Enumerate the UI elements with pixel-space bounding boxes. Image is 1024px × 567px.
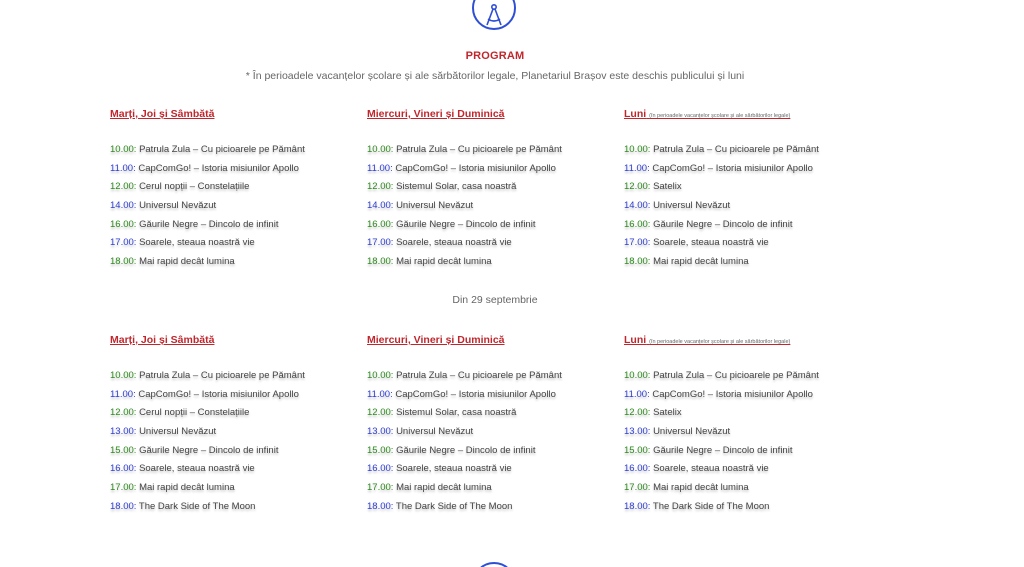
schedule-row — [624, 256, 874, 275]
schedule-row — [624, 237, 874, 256]
schedule-row — [367, 200, 617, 219]
schedule-row — [624, 370, 874, 389]
show-time: 18.00: — [367, 256, 394, 268]
schedule-row — [110, 426, 360, 445]
show-time: 11.00: — [110, 388, 136, 400]
schedule-list — [367, 370, 617, 520]
show-time: 17.00: — [367, 237, 394, 249]
show-title: Satelix — [653, 407, 682, 419]
show-title: CapComGo! – Istoria misiunilor Apollo — [395, 388, 556, 400]
column-heading — [624, 334, 874, 348]
show-time: 11.00: — [624, 162, 650, 174]
column-heading-main: Luni — [624, 108, 647, 120]
schedule-row — [624, 482, 874, 501]
show-title: The Dark Side of The Moon — [395, 500, 513, 512]
schedule-row — [367, 463, 617, 482]
show-title: Mai rapid decât lumina — [396, 256, 492, 268]
show-title: Soarele, steaua noastră vie — [139, 237, 255, 249]
schedule-row — [367, 219, 617, 238]
show-title: Patrula Zula – Cu picioarele pe Pământ — [653, 370, 819, 381]
schedule-row — [367, 237, 617, 256]
show-title: Universul Nevăzut — [396, 426, 474, 438]
schedule-row — [367, 181, 617, 200]
schedule-row — [367, 389, 617, 408]
schedule2-col3 — [624, 334, 874, 520]
show-title: The Dark Side of The Moon — [652, 500, 770, 512]
schedule-row — [624, 426, 874, 445]
page-title: PROGRAM — [465, 50, 525, 62]
schedule-row — [367, 407, 617, 426]
schedule-row — [367, 163, 617, 182]
schedule-list — [110, 144, 360, 275]
show-title: Mai rapid decât lumina — [653, 482, 749, 494]
schedule-list — [624, 144, 874, 275]
column-heading: Miercuri, Vineri și Duminică — [367, 334, 505, 346]
schedule-row — [110, 256, 360, 275]
show-title: CapComGo! – Istoria misiunilor Apollo — [652, 388, 813, 400]
show-title: Mai rapid decât lumina — [139, 482, 235, 494]
column-subheading: (în perioadele vacanțelor școlare și ale sărbătorilor legale) — [649, 339, 791, 345]
show-time: 18.00: — [110, 500, 137, 512]
compass-icon — [472, 0, 516, 30]
schedule-separator: Din 29 septembrie — [452, 294, 538, 306]
show-title: Soarele, steaua noastră vie — [396, 463, 512, 475]
show-time: 12.00: — [367, 181, 394, 193]
schedule-list — [624, 370, 874, 520]
schedule-row — [367, 256, 617, 275]
show-title: Găurile Negre – Dincolo de infinit — [139, 218, 279, 230]
show-title: Universul Nevăzut — [139, 426, 217, 438]
schedule-row — [624, 501, 874, 520]
show-time: 11.00: — [367, 388, 393, 400]
show-title: Găurile Negre – Dincolo de infinit — [139, 444, 279, 456]
schedule-row — [110, 445, 360, 464]
show-title: Găurile Negre – Dincolo de infinit — [653, 444, 793, 456]
show-time: 10.00: — [367, 370, 394, 381]
show-title: Universul Nevăzut — [139, 200, 217, 212]
show-time: 17.00: — [624, 237, 651, 249]
schedule-row — [110, 407, 360, 426]
schedule-row — [110, 370, 360, 389]
schedule-row — [624, 200, 874, 219]
show-time: 16.00: — [624, 218, 651, 230]
show-time: 10.00: — [110, 144, 137, 155]
show-time: 12.00: — [367, 407, 394, 419]
schedule-row — [624, 463, 874, 482]
schedule-row — [110, 144, 360, 163]
show-time: 10.00: — [110, 370, 137, 381]
show-time: 16.00: — [624, 463, 651, 475]
show-title: Patrula Zula – Cu picioarele pe Pământ — [396, 144, 562, 155]
show-title: Mai rapid decât lumina — [396, 482, 492, 494]
show-title: Patrula Zula – Cu picioarele pe Pământ — [139, 144, 305, 155]
show-title: Universul Nevăzut — [396, 200, 474, 212]
show-time: 11.00: — [367, 162, 393, 174]
schedule-row — [110, 200, 360, 219]
show-time: 17.00: — [110, 237, 137, 249]
show-time: 15.00: — [110, 444, 137, 456]
show-time: 17.00: — [367, 482, 394, 494]
column-heading: Miercuri, Vineri și Duminică — [367, 108, 505, 120]
show-title: CapComGo! – Istoria misiunilor Apollo — [138, 388, 299, 400]
show-title: Patrula Zula – Cu picioarele pe Pământ — [139, 370, 305, 381]
column-subheading: (în perioadele vacanțelor școlare și ale sărbătorilor legale) — [649, 113, 791, 119]
show-time: 13.00: — [367, 426, 394, 438]
schedule-row — [624, 163, 874, 182]
schedule2-col2 — [367, 334, 617, 520]
show-title: Patrula Zula – Cu picioarele pe Pământ — [653, 144, 819, 155]
show-time: 10.00: — [367, 144, 394, 155]
show-time: 16.00: — [110, 218, 137, 230]
column-heading: Marți, Joi și Sâmbătă — [110, 108, 215, 120]
column-heading-main: Luni — [624, 334, 647, 346]
show-title: Satelix — [653, 181, 682, 193]
column-heading — [624, 108, 874, 122]
section-icon — [472, 562, 516, 567]
schedule-row — [624, 181, 874, 200]
show-time: 13.00: — [624, 426, 651, 438]
show-time: 10.00: — [624, 144, 651, 155]
schedule-row — [110, 501, 360, 520]
program-note: * În perioadele vacanțelor școlare și ale sărbătorilor legale, Planetariul Brașov este deschis publicului și luni — [245, 70, 745, 82]
schedule-row — [110, 389, 360, 408]
show-time: 18.00: — [624, 256, 651, 268]
schedule-row — [110, 463, 360, 482]
column-heading: Marți, Joi și Sâmbătă — [110, 334, 215, 346]
show-title: Cerul nopții – Constelațiile — [139, 407, 250, 419]
show-title: Soarele, steaua noastră vie — [139, 463, 255, 475]
show-title: CapComGo! – Istoria misiunilor Apollo — [395, 162, 556, 174]
show-time: 18.00: — [624, 500, 651, 512]
show-title: Găurile Negre – Dincolo de infinit — [396, 218, 536, 230]
show-title: Soarele, steaua noastră vie — [653, 237, 769, 249]
show-time: 15.00: — [624, 444, 651, 456]
show-time: 15.00: — [367, 444, 394, 456]
show-time: 12.00: — [110, 181, 137, 193]
show-title: Sistemul Solar, casa noastră — [396, 181, 517, 193]
show-time: 13.00: — [110, 426, 137, 438]
show-title: Cerul nopții – Constelațiile — [139, 181, 250, 193]
schedule-row — [367, 501, 617, 520]
schedule-row — [624, 144, 874, 163]
schedule-row — [367, 370, 617, 389]
show-time: 11.00: — [110, 162, 136, 174]
show-title: CapComGo! – Istoria misiunilor Apollo — [138, 162, 299, 174]
show-title: Soarele, steaua noastră vie — [653, 463, 769, 475]
schedule-row — [110, 237, 360, 256]
show-time: 18.00: — [110, 256, 137, 268]
schedule-row — [110, 482, 360, 501]
schedule-row — [624, 445, 874, 464]
show-time: 14.00: — [624, 200, 651, 212]
show-time: 12.00: — [624, 181, 651, 193]
show-time: 16.00: — [367, 463, 394, 475]
show-title: Universul Nevăzut — [653, 200, 731, 212]
schedule-row — [367, 482, 617, 501]
schedule1-col1 — [110, 108, 360, 275]
show-time: 17.00: — [110, 482, 137, 494]
schedule1-col2 — [367, 108, 617, 275]
schedule-row — [110, 219, 360, 238]
schedule1-col3 — [624, 108, 874, 275]
show-title: Mai rapid decât lumina — [139, 256, 235, 268]
schedule-row — [110, 163, 360, 182]
show-title: Sistemul Solar, casa noastră — [396, 407, 517, 419]
show-time: 16.00: — [110, 463, 137, 475]
schedule-list — [110, 370, 360, 520]
show-time: 14.00: — [367, 200, 394, 212]
schedule-row — [367, 144, 617, 163]
schedule-row — [367, 445, 617, 464]
show-time: 18.00: — [367, 500, 394, 512]
schedule-row — [624, 389, 874, 408]
show-time: 17.00: — [624, 482, 651, 494]
schedule-row — [367, 426, 617, 445]
show-title: Găurile Negre – Dincolo de infinit — [653, 218, 793, 230]
show-title: Găurile Negre – Dincolo de infinit — [396, 444, 536, 456]
show-title: The Dark Side of The Moon — [138, 500, 256, 512]
schedule-row — [110, 181, 360, 200]
schedule-row — [624, 407, 874, 426]
show-time: 12.00: — [624, 407, 651, 419]
show-title: Mai rapid decât lumina — [653, 256, 749, 268]
schedule2-col1 — [110, 334, 360, 520]
show-time: 10.00: — [624, 370, 651, 381]
show-time: 12.00: — [110, 407, 137, 419]
show-time: 11.00: — [624, 388, 650, 400]
schedule-row — [624, 219, 874, 238]
show-title: Soarele, steaua noastră vie — [396, 237, 512, 249]
schedule-list — [367, 144, 617, 275]
show-time: 14.00: — [110, 200, 137, 212]
show-title: CapComGo! – Istoria misiunilor Apollo — [652, 162, 813, 174]
show-time: 16.00: — [367, 218, 394, 230]
show-title: Patrula Zula – Cu picioarele pe Pământ — [396, 370, 562, 381]
show-title: Universul Nevăzut — [653, 426, 731, 438]
